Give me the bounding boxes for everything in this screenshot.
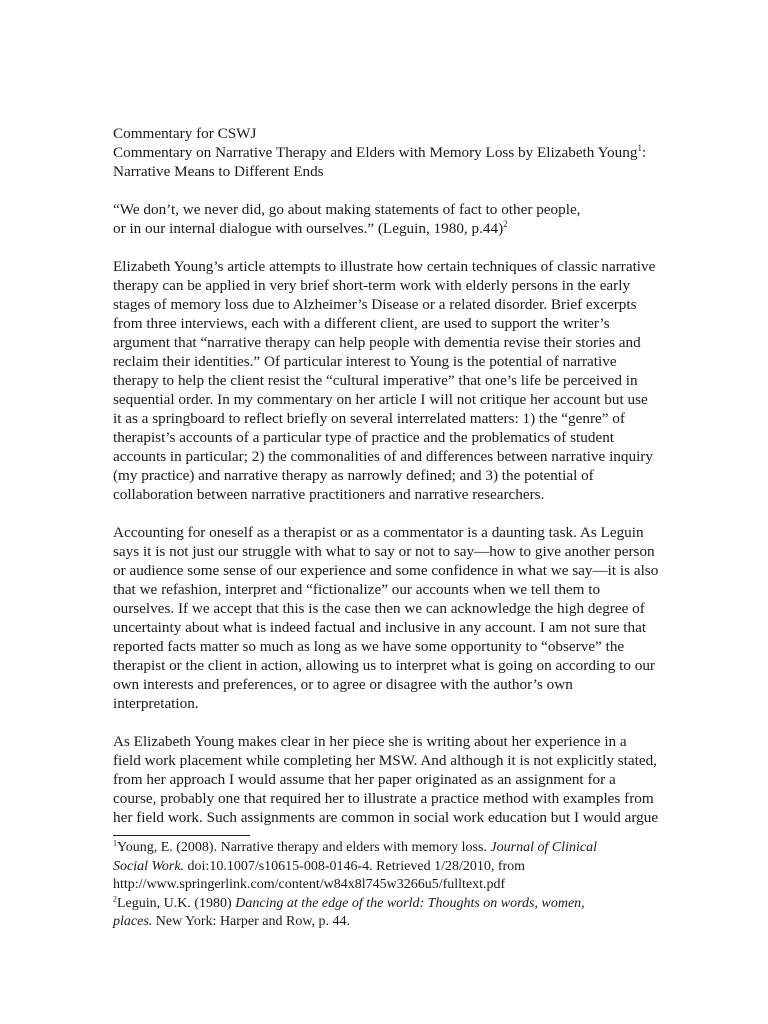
epigraph-quote (113, 200, 661, 238)
footnotes (113, 839, 661, 932)
paragraph-line: reclaim their identities.” Of particular interest to Young is the potential of narrative (113, 353, 617, 370)
paragraph-line: field work placement while completing her MSW. And although it is not explicitly stated, (113, 752, 657, 769)
document-header (113, 124, 661, 181)
book-title: Dancing at the edge of the world: Thoughts on words, women, (235, 895, 585, 911)
journal-title-cont: Social Work. (113, 858, 185, 874)
footnote-number: 2 (113, 893, 117, 903)
footnote-text: doi:10.1007/s10615-008-0146-4. Retrieved 1/28/2010, from (184, 858, 526, 874)
paragraph-line: therapist or the client in action, allowing us to interpret what is going on according to our (113, 657, 655, 674)
paragraph-line: from her approach I would assume that her paper originated as an assignment for a (113, 771, 616, 788)
header-line-3: Narrative Means to Different Ends (113, 163, 324, 180)
header-line-2 (113, 143, 661, 162)
paragraph-line: interpretation. (113, 695, 199, 712)
paragraph-line: accounts in particular; 2) the commonalities of and differences between narrative inquiry (113, 448, 653, 465)
footnote-divider (113, 835, 250, 836)
paragraph-line: Elizabeth Young’s article attempts to illustrate how certain techniques of classic narrative (113, 258, 656, 275)
footnote-url[interactable]: http://www.springerlink.com/content/w84x8l745w3266u5/fulltext.pdf (113, 877, 506, 892)
paragraph-2 (113, 523, 661, 713)
footnote-line (113, 839, 661, 858)
paragraph-line: Accounting for oneself as a therapist or as a commentator is a daunting task. As Leguin (113, 524, 644, 541)
paragraph-line: (my practice) and narrative therapy as narrowly defined; and 3) the potential of (113, 467, 594, 484)
paragraph-line: her field work. Such assignments are common in social work education but I would argue (113, 809, 659, 826)
paragraph-1 (113, 257, 661, 504)
paragraph-line: As Elizabeth Young makes clear in her piece she is writing about her experience in a (113, 733, 627, 750)
footnote-2 (113, 895, 661, 932)
quote-text: or in our internal dialogue with ourselves.” (Leguin, 1980, p.44) (113, 220, 504, 237)
paragraph-line: therapy can be applied in very brief short-term work with elderly persons in the early (113, 277, 631, 294)
quote-line-1: “We don’t, we never did, go about making statements of fact to other people, (113, 201, 581, 218)
paragraph-line: sequential order. In my commentary on her article I will not critique her account but use (113, 391, 648, 408)
paragraph-line: collaboration between narrative practitioners and narrative researchers. (113, 486, 545, 503)
paragraph-line: therapist’s accounts of a particular type of practice and the problematics of student (113, 429, 615, 446)
paragraph-line: stages of memory loss due to Alzheimer’s Disease or a related disorder. Brief excerpts (113, 296, 637, 313)
paragraph-line: reported facts matter so much as long as we have some opportunity to “observe” the (113, 638, 625, 655)
footnote-ref-2[interactable]: 2 (503, 218, 508, 229)
title-colon: : (641, 144, 647, 161)
book-title-cont: places. (113, 914, 153, 929)
footnote-ref-1[interactable]: 1 (637, 142, 642, 153)
paragraph-line: or audience some sense of our experience and some confidence in what we say—it is also (113, 562, 659, 579)
paragraph-line: own interests and preferences, or to agree or disagree with the author’s own (113, 676, 573, 693)
paragraph-line: says it is not just our struggle with what to say or not to say—how to give another person (113, 543, 655, 560)
paragraph-line: uncertainty about what is indeed factual and inclusive in any account. I am not sure that (113, 619, 647, 636)
footnote-text: Leguin, U.K. (1980) (117, 895, 236, 911)
document-page (113, 124, 661, 932)
footnote-line (113, 858, 661, 877)
footnote-number: 1 (113, 838, 117, 848)
article-title: Commentary on Narrative Therapy and Elders with Memory Loss by Elizabeth Young (113, 144, 638, 161)
footnote-line (113, 913, 661, 932)
paragraph-line: therapy to help the client resist the “cultural imperative” that one’s life be perceived in (113, 372, 638, 389)
paragraph-line: from three interviews, each with a different client, are used to support the writer’s (113, 315, 610, 332)
paragraph-line: argument that “narrative therapy can help people with dementia revise their stories and (113, 334, 641, 351)
journal-title: Journal of Clinical (490, 840, 597, 855)
footnote-text: Young, E. (2008). Narrative therapy and elders with memory loss. (117, 840, 491, 855)
paragraph-line: course, probably one that required her to illustrate a practice method with examples from (113, 790, 654, 807)
footnote-text: New York: Harper and Row, p. 44. (152, 914, 351, 929)
paragraph-line: ourselves. If we accept that this is the case then we can acknowledge the high degree of (113, 600, 645, 617)
paragraph-line: it as a springboard to reflect briefly on several interrelated matters: 1) the “genre” of (113, 410, 625, 427)
paragraph-line: that we refashion, interpret and “fictionalize” our accounts when we tell them to (113, 581, 601, 598)
footnote-line (113, 895, 661, 914)
header-line-1: Commentary for CSWJ (113, 125, 257, 142)
quote-line-2 (113, 219, 661, 238)
footnote-1 (113, 839, 661, 895)
paragraph-3 (113, 732, 661, 827)
